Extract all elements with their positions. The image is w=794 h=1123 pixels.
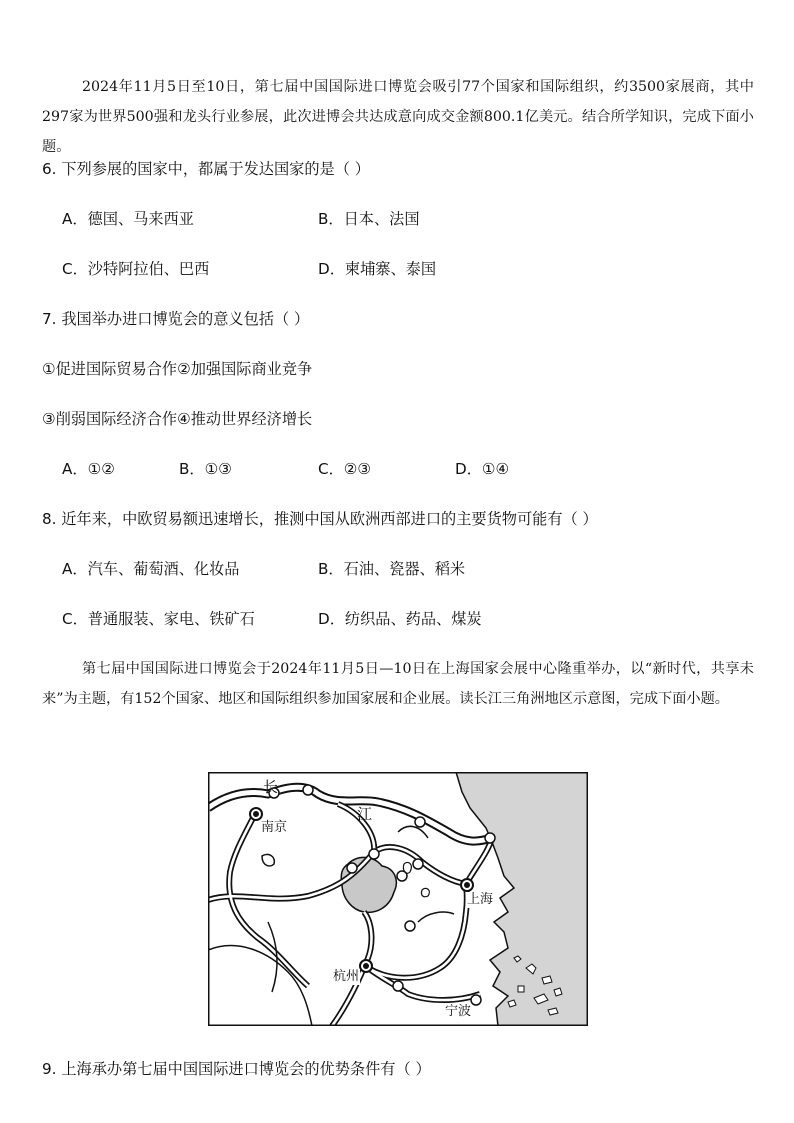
- question-7-statement-2: ③削弱国际经济合作④推动世界经济增长: [42, 410, 313, 428]
- question-6-option-a: A．德国、马来西亚: [62, 210, 194, 228]
- question-8-option-a: A．汽车、葡萄酒、化妆品: [62, 560, 240, 578]
- question-7-option-b: B．①③: [179, 460, 232, 478]
- question-9-stem: 9. 上海承办第七届中国国际进口博览会的优势条件有（ ）: [42, 1060, 431, 1078]
- map-drawing: [208, 772, 588, 1026]
- question-6-option-d: D．柬埔寨、泰国: [318, 260, 437, 278]
- question-8-stem: 8. 近年来，中欧贸易额迅速增长，推测中国从欧洲西部进口的主要货物可能有（ ）: [42, 510, 598, 528]
- question-6-stem: 6. 下列参展的国家中，都属于发达国家的是（ ）: [42, 160, 370, 178]
- question-7-statement-1: ①促进国际贸易合作②加强国际商业竞争: [42, 360, 313, 378]
- question-7-option-a: A．①②: [62, 460, 115, 478]
- map-label-chang: 长: [263, 778, 279, 796]
- question-7-stem: 7. 我国举办进口博览会的意义包括（ ）: [42, 310, 310, 328]
- question-8-option-c: C．普通服装、家电、铁矿石: [62, 610, 255, 628]
- question-6-option-c: C．沙特阿拉伯、巴西: [62, 260, 210, 278]
- map-label-nanjing: 南京: [261, 820, 288, 835]
- map-label-jiang: 江: [357, 805, 373, 823]
- question-7-option-c: C．②③: [318, 460, 372, 478]
- question-8-option-b: B．石油、瓷器、稻米: [318, 560, 466, 578]
- question-8-option-d: D．纺织品、药品、煤炭: [318, 610, 482, 628]
- yangtze-delta-map: [208, 772, 588, 1026]
- map-label-shanghai: 上海: [467, 892, 494, 907]
- map-label-ningbo: 宁波: [445, 1004, 472, 1019]
- question-7-option-d: D．①④: [455, 460, 510, 478]
- question-6-option-b: B．日本、法国: [318, 210, 420, 228]
- passage-intro-2: 第七届中国国际进口博览会于2024年11月5日—10日在上海国家会展中心隆重举办，以“新时代，共享未来”为主题，有152个国家、地区和国际组织参加国家展和企业展。读长江三角洲地区示意图，完成下面小题。: [42, 661, 754, 707]
- map-label-hangzhou: 杭州: [333, 969, 360, 984]
- passage-intro-1: 2024年11月5日至10日，第七届中国国际进口博览会吸引77个国家和国际组织，约3500家展商，其中297家为世界500强和龙头行业参展，此次进博会共达成意向成交金额800.1亿美元。结合所学知识，完成下面小题。: [42, 79, 754, 155]
